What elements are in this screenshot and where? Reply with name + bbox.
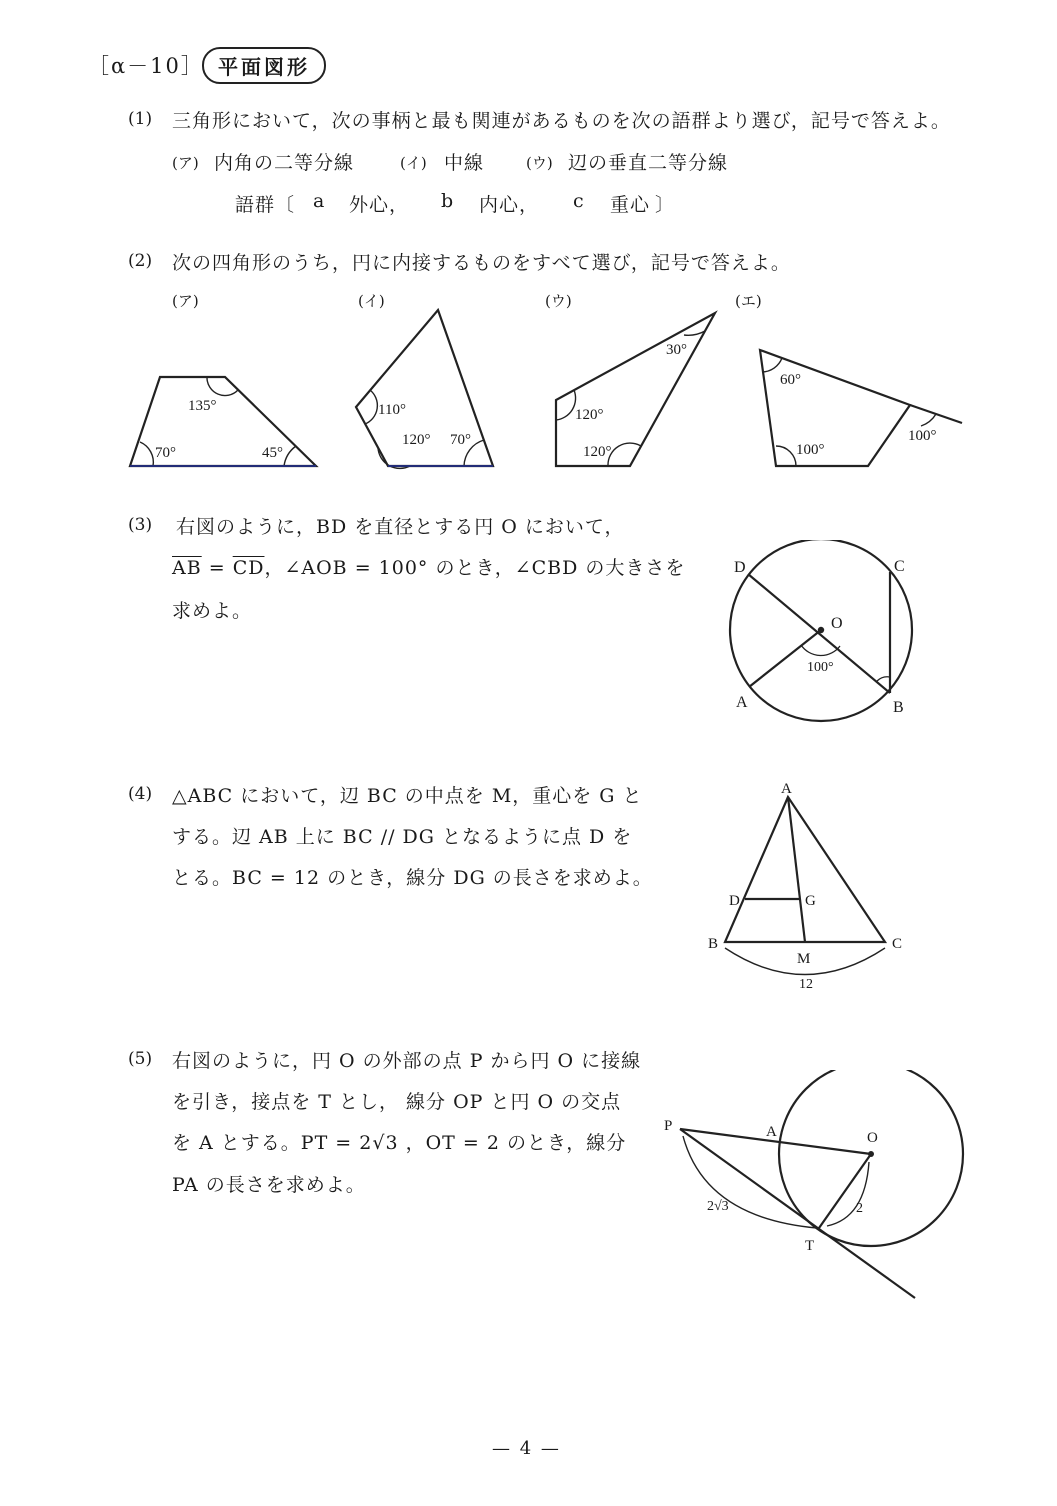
q1-words-close: 〕 [655, 194, 676, 216]
q1-choice-c-mark: (ウ) [526, 154, 553, 172]
q1-choice-b-text: 中線 [444, 152, 485, 174]
q1-word-c-text: 重心 [610, 194, 651, 216]
q2-fig-c-mark: (ウ) [545, 292, 572, 310]
q1-text: 三角形において，次の事柄と最も関連があるものを次の語群より選び，記号で答えよ。 [172, 110, 951, 132]
q2-figures [0, 0, 1057, 500]
q1-number: (1) [128, 109, 153, 129]
q2-c-angle-30: 30° [666, 342, 687, 358]
q5-label-o: O [867, 1130, 878, 1146]
q3-label-d: D [734, 559, 746, 576]
q2-fig-a-mark: (ア) [172, 292, 199, 310]
q3-line3: 求めよ。 [172, 600, 253, 622]
q2-text: 次の四角形のうち，円に内接するものをすべて選び，記号で答えよ。 [172, 252, 791, 274]
q1-words-label: 語群〔 [235, 194, 296, 216]
q4-number: (4) [128, 784, 153, 804]
q3-label-b: B [893, 699, 904, 716]
q2-number: (2) [128, 251, 153, 271]
q2-a-angle-135: 135° [188, 398, 217, 414]
q4-label-a: A [781, 781, 792, 797]
q2-c-angle-120-left: 120° [575, 407, 604, 423]
q1-word-a-mark: a [313, 190, 326, 212]
q2-b-angle-120: 120° [402, 432, 431, 448]
q4-figure [700, 775, 920, 995]
q2-fig-b-mark: (イ) [358, 292, 385, 310]
q4-label-c: C [892, 936, 903, 952]
q2-b-angle-70: 70° [450, 432, 471, 448]
q3-label-o: O [831, 615, 843, 632]
q5-label-a: A [766, 1124, 777, 1140]
q1-choice-a-text: 内角の二等分線 [214, 152, 355, 174]
q1-word-b-text: 内心， [479, 194, 540, 216]
topic-title: 平面図形 [202, 47, 326, 84]
problem-label: ［α－10］ [88, 54, 204, 78]
q3-line2 [172, 553, 685, 580]
q3-label-a: A [736, 694, 748, 711]
q5-length-ot: 2 [856, 1201, 863, 1216]
q3-figure [700, 540, 950, 740]
q1-choice-b-mark: (イ) [400, 154, 427, 172]
q4-line1: △ABC において，辺 BC の中点を M，重心を G と [172, 785, 643, 807]
arc-ab: $\overline{AB}$ [172, 557, 202, 579]
q1-word-a-text: 外心， [349, 194, 410, 216]
q1-word-c-mark: c [573, 190, 585, 212]
q5-label-p: P [664, 1118, 673, 1134]
q5-label-t: T [805, 1238, 815, 1254]
q1-choice-c-text: 辺の垂直二等分線 [568, 152, 729, 174]
arc-cd: $\overline{CD}$ [232, 557, 265, 579]
q5-line2: を引き，接点を T とし， 線分 OP と円 O の交点 [172, 1091, 622, 1113]
q3-label-c: C [894, 558, 905, 575]
q5-line3: を A とする。PT = 2√3 ，OT = 2 のとき，線分 [172, 1132, 627, 1154]
q1-choice-a-mark: (ア) [172, 154, 199, 172]
q4-triangle-abc [725, 797, 885, 942]
q4-label-b: B [708, 936, 719, 952]
q5-length-pt: 2√3 [707, 1199, 729, 1214]
q3-segment-oa [749, 630, 821, 687]
q4-label-d: D [729, 893, 740, 909]
q3-diameter-db [748, 574, 890, 693]
q3-equals: = [201, 557, 233, 579]
q2-b-angle-110: 110° [378, 402, 406, 418]
q2-fig-d-shape [760, 350, 910, 466]
q5-line4: PA の長さを求めよ。 [172, 1174, 366, 1196]
q3-number: (3) [128, 515, 153, 535]
q5-figure [655, 1070, 975, 1310]
q4-line3: とる。BC = 12 のとき，線分 DG の長さを求めよ。 [172, 867, 653, 889]
q3-line1: 右図のように，BD を直径とする円 O において， [176, 516, 625, 538]
q5-line1: 右図のように，円 O の外部の点 P から円 O に接線 [172, 1050, 642, 1072]
q2-c-angle-120-bottom: 120° [583, 444, 612, 460]
q2-fig-d-mark: (エ) [735, 292, 762, 310]
q4-label-m: M [797, 951, 811, 967]
q4-length-12: 12 [799, 977, 813, 992]
page-number: — 4 — [492, 1438, 561, 1459]
q2-a-angle-45: 45° [262, 445, 283, 461]
q4-line2: する。辺 AB 上に BC // DG となるように点 D を [172, 826, 633, 848]
q2-d-angle-60: 60° [780, 372, 801, 388]
q4-label-g: G [805, 893, 816, 909]
q2-d-angle-100: 100° [796, 442, 825, 458]
q5-number: (5) [128, 1049, 153, 1069]
q2-a-angle-70: 70° [155, 445, 176, 461]
q2-d-angle-100-ext: 100° [908, 428, 937, 444]
q3-line2-rest: ，∠AOB = 100° のとき，∠CBD の大きさを [264, 557, 686, 579]
q3-angle-100: 100° [807, 660, 834, 675]
q1-word-b-mark: b [441, 190, 455, 212]
